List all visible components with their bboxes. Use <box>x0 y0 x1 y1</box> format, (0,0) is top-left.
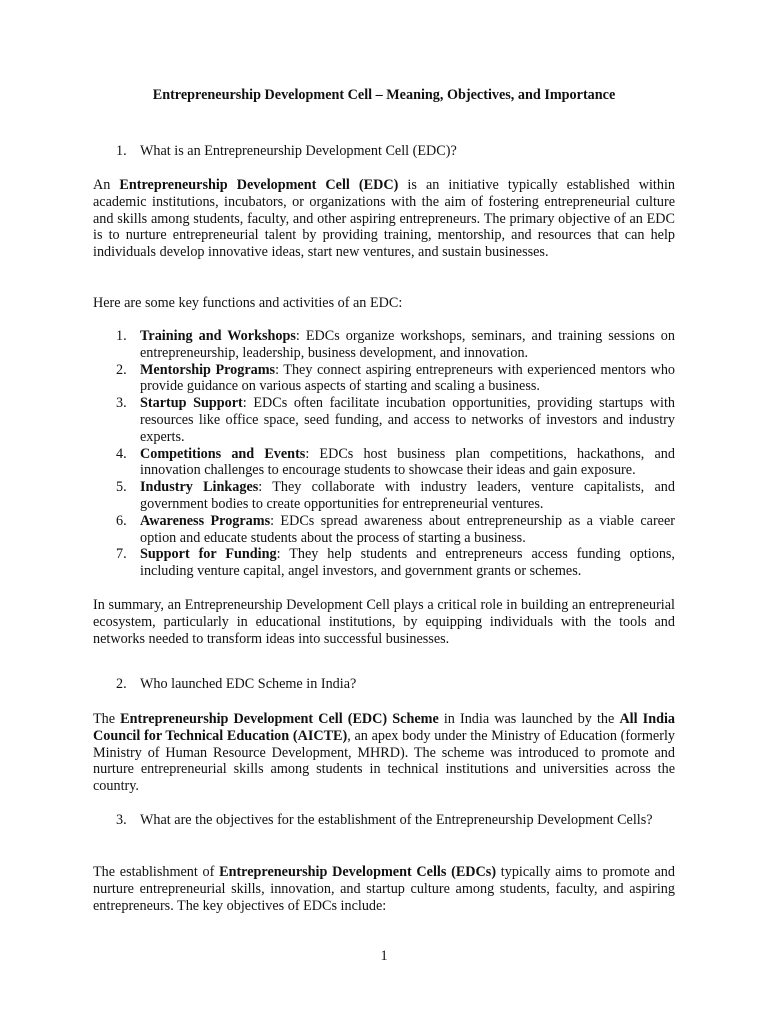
question-text: What are the objectives for the establishment of the Entrepreneurship Development Cells? <box>140 812 653 828</box>
intro-prefix: An <box>93 177 120 193</box>
list-item-number: 3. <box>116 395 127 412</box>
list-item-text: : They collaborate with industry leaders, venture capitalists, and government bodies to create opportunities for entrepreneurial ventures. <box>140 479 675 512</box>
list-item <box>116 513 675 547</box>
list-item <box>116 446 675 480</box>
list-item-text: : EDCs spread awareness about entrepreneurship as a viable career option and educate students about the process of starting a business. <box>140 512 675 546</box>
intro-paragraph <box>93 177 675 261</box>
list-item-text: : They help students and entrepreneurs access funding options, including venture capital, angel investors, and government grants or schemes. <box>140 546 675 580</box>
list-item-number: 7. <box>116 546 127 563</box>
list-item-heading: Industry Linkages <box>140 479 259 496</box>
answer-2-bold: Entrepreneurship Development Cell (EDC) Scheme <box>120 711 439 727</box>
answer-2-text: The <box>93 711 121 727</box>
answer-3-text: typically aims to promote and nurture entrepreneurial skills, innovation, and startup culture among students, faculty, and aspiring entrepreneurs. The key objectives of EDCs include: <box>93 864 675 914</box>
question-3 <box>116 812 675 829</box>
list-item <box>116 546 675 580</box>
list-item-number: 1. <box>116 328 127 344</box>
question-1 <box>116 143 675 160</box>
list-item-text: : EDCs host business plan competitions, hackathons, and innovation challenges to encourage students to showcase their ideas and gain exposure. <box>140 445 675 479</box>
list-item-text: : They connect aspiring entrepreneurs with experienced mentors who provide guidance on various aspects of starting and scaling a business. <box>140 361 676 395</box>
list-item-heading: Training and Workshops <box>140 328 296 344</box>
list-item-text: : EDCs organize workshops, seminars, and training sessions on entrepreneurship, leadership, business development, and innovation. <box>140 328 675 361</box>
list-item <box>116 362 675 396</box>
question-number: 1. <box>116 143 127 159</box>
functions-intro: Here are some key functions and activities of an EDC: <box>93 295 403 311</box>
list-item-number: 5. <box>116 479 127 496</box>
list-item-number: 2. <box>116 361 127 378</box>
question-number: 3. <box>116 812 127 828</box>
page-number: 1 <box>380 948 388 964</box>
answer-3-paragraph <box>93 864 675 914</box>
list-item <box>116 479 675 513</box>
summary-paragraph: In summary, an Entrepreneurship Development Cell plays a critical role in building an entrepreneurial ecosystem, particularly in educational institutions, by equipping individuals with the tools and networks needed to transform ideas into successful businesses. <box>93 597 675 647</box>
list-item-heading: Startup Support <box>140 395 243 412</box>
question-text: Who launched EDC Scheme in India? <box>140 676 357 692</box>
list-item-heading: Mentorship Programs <box>140 361 276 378</box>
list-item-heading: Support for Funding <box>140 546 277 563</box>
list-item-heading: Competitions and Events <box>140 445 306 462</box>
answer-2-paragraph <box>93 711 675 795</box>
answer-2-text: in India was launched by the <box>438 711 620 727</box>
list-item-number: 4. <box>116 445 127 462</box>
question-2 <box>116 676 675 693</box>
list-item-heading: Awareness Programs <box>140 512 271 529</box>
document-title: Entrepreneurship Development Cell – Meaning, Objectives, and Importance <box>152 87 616 103</box>
list-item-number: 6. <box>116 512 127 529</box>
intro-rest: is an initiative typically established within academic institutions, incubators, or organizations with the aim of fostering entrepreneurial culture and skills among students, faculty, and other aspiring entrepreneurs. The primary objective of an EDC is to nurture entrepreneurial talent by providing training, mentorship, and resources that can help individuals develop innovative ideas, start new ventures, and sustain businesses. <box>93 177 675 261</box>
question-number: 2. <box>116 676 127 692</box>
answer-2-bold: All India Council for Technical Education (AICTE) <box>93 711 676 744</box>
list-item <box>116 395 675 445</box>
list-item-text: : EDCs often facilitate incubation opportunities, providing startups with resources like office space, seed funding, and access to networks of investors and industry experts. <box>140 395 675 445</box>
answer-3-bold: Entrepreneurship Development Cells (EDCs) <box>219 864 497 880</box>
intro-bold-term: Entrepreneurship Development Cell (EDC) <box>119 177 399 193</box>
question-text: What is an Entrepreneurship Development Cell (EDC)? <box>140 143 457 159</box>
functions-list <box>116 328 675 580</box>
list-item <box>116 328 675 362</box>
answer-2-text: , an apex body under the Ministry of Education (formerly Ministry of Human Resource Development, MHRD). The scheme was introduced to promote and nurture entrepreneurial skills among students in technical institutions and universities across the country. <box>93 727 675 795</box>
answer-3-text: The establishment of <box>93 864 220 880</box>
